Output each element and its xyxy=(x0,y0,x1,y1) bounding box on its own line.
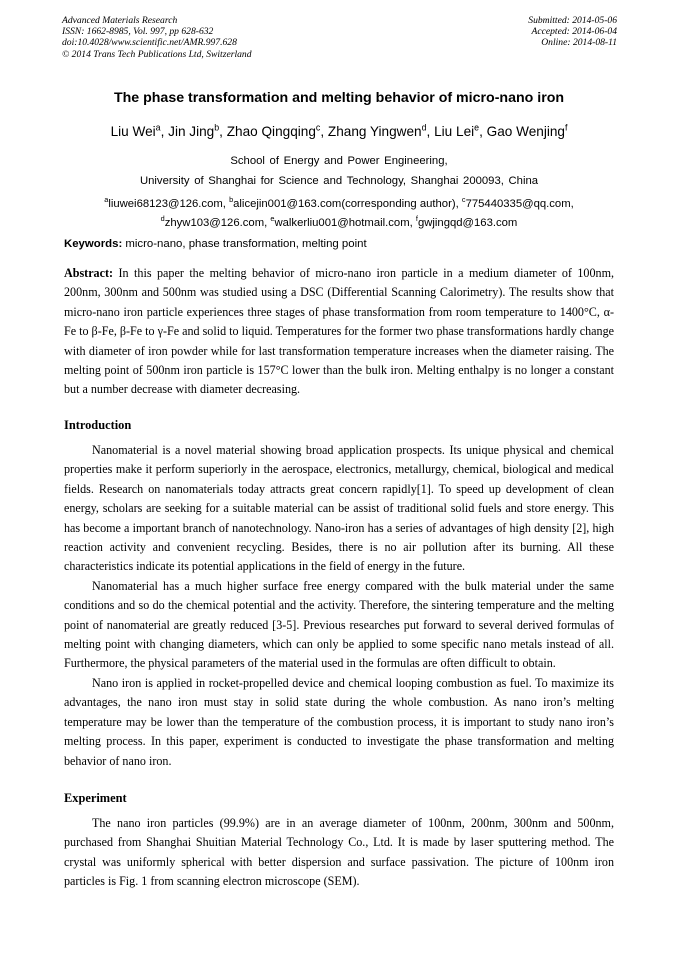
abstract xyxy=(64,264,614,400)
email-line xyxy=(0,195,678,214)
author-list xyxy=(0,124,678,139)
paragraph: The nano iron particles (99.9%) are in an average diameter of 100nm, 200nm, 300nm and 500nm, purchased from Shanghai Shuitian Material Technology Co., Ltd. It is made by laser sputtering method. The crystal was uniformly spherical with better dispersion and surface passivation. The picture of 100nm iron particles is Fig. 1 from scanning electron microscope (SEM). xyxy=(64,816,614,889)
abstract-label: Abstract: xyxy=(64,266,114,280)
affiliation-line: School of Energy and Power Engineering, xyxy=(230,155,448,167)
paragraph: Nanomaterial has a much higher surface free energy compared with the bulk material under the same conditions and so do the chemical potential and the activity. Therefore, the sintering temperature and the melting point of nanomaterial are greatly reduced [3-5]. Previous researches put forward to several derived formulas of melting point with changing diameters, which can only be applied to some specific nano metals instead of all. Furthermore, the physical parameters of the material used in the formulas are often difficult to obtain. xyxy=(64,578,614,671)
author: Liu Wei$^a$, xyxy=(110,122,169,139)
section-heading: Introduction xyxy=(64,418,132,432)
journal-issn: ISSN: 1662-8985, Vol. 997, pp 628-632 xyxy=(62,26,214,38)
experiment-section xyxy=(64,789,614,892)
journal-info xyxy=(62,15,252,60)
email-line xyxy=(0,214,678,233)
email-link[interactable]: $^f$gwjingqd@163.com xyxy=(415,214,518,229)
email-link[interactable]: $^e$walkerliu001@hotmail.com, xyxy=(270,214,416,229)
author-emails xyxy=(0,195,678,233)
author: Jin Jing$^b$, xyxy=(168,122,227,139)
journal-copyright: © 2014 Trans Tech Publications Ltd, Switzerland xyxy=(62,48,252,60)
email-link[interactable]: $^b$alicejin001@163.com(corresponding author), xyxy=(229,195,462,210)
email-link[interactable]: $^a$liuwei68123@126.com, xyxy=(104,195,230,210)
paragraph: Nanomaterial is a novel material showing broad application prospects. Its unique physical and chemical properties make it perform superiorly in the aerospace, electronics, metallurgy, chemical, biological and medical fields. Research on nanomaterials today attracts great concern rapidly[1]. To speed up development of clean energy, scholars are seeking for a suitable material can be assist of traditional solid fuels and store energy. This has become a important branch of nanotechnology. Nano-iron has a series of advantages of high density [2], high reaction activity and convenient recycling. Besides, there is no air pollution after its burning. All these characteristics indicate its potential applications in the field of energy in the future. xyxy=(64,443,614,574)
section-heading: Experiment xyxy=(64,791,127,805)
date-submitted: Submitted: 2014-05-06 xyxy=(528,15,617,26)
paper-title: The phase transformation and melting behavior of micro-nano iron xyxy=(113,90,565,106)
author: Zhao Qingqing$^c$, xyxy=(226,122,328,139)
journal-doi: doi:10.4028/www.scientific.net/AMR.997.628 xyxy=(62,37,237,49)
keywords xyxy=(64,238,367,250)
date-accepted: Accepted: 2014-06-04 xyxy=(531,26,617,38)
publication-dates xyxy=(528,15,617,49)
email-link[interactable]: $^d$zhyw103@126.com, xyxy=(160,214,271,229)
journal-name: Advanced Materials Research xyxy=(62,15,178,26)
author: Zhang Yingwen$^d$, xyxy=(327,122,435,139)
introduction-section xyxy=(64,416,614,771)
affiliation-line: University of Shanghai for Science and Technology, Shanghai 200093, China xyxy=(139,175,539,187)
keywords-label: Keywords: xyxy=(64,238,123,250)
date-online: Online: 2014-08-11 xyxy=(541,37,617,49)
abstract-text: In this paper the melting behavior of micro-nano iron particle in a medium diameter of 100nm, 200nm, 300nm and 500nm was studied using a DSC (Differential Scanning Calorimetry). The results show that micro-nano iron particle experiences three stages of phase transformation from room temperature to 1400°C, α-Fe to β-Fe, β-Fe to γ-Fe and solid to liquid. Temperatures for the former two phase transformations hardly change with diameter of iron powder while for last transformation temperature increases when the diameter raising. The melting point of 500nm iron particle is 157°C lower than the bulk iron. Melting enthalpy is no longer a constant but a number decrease with diameter decreasing. xyxy=(64,266,614,397)
author: Liu Lei$^e$, xyxy=(434,122,487,139)
email-link[interactable]: $^c$775440335@qq.com, xyxy=(461,195,574,210)
affiliation xyxy=(0,151,678,191)
paragraph: Nano iron is applied in rocket-propelled device and chemical looping combustion as fuel. To maximize its advantages, the nano iron must stay in solid state during the whole combustion. As nano iron’s melting temperature may be lower than the temperature of the combustion process, it is important to study nano iron’s melting process. In this paper, experiment is conducted to investigate the phase transformation and melting behavior of nano iron. xyxy=(64,675,614,768)
keywords-text: micro-nano, phase transformation, melting point xyxy=(122,238,367,250)
author: Gao Wenjing$^f$ xyxy=(486,122,568,139)
